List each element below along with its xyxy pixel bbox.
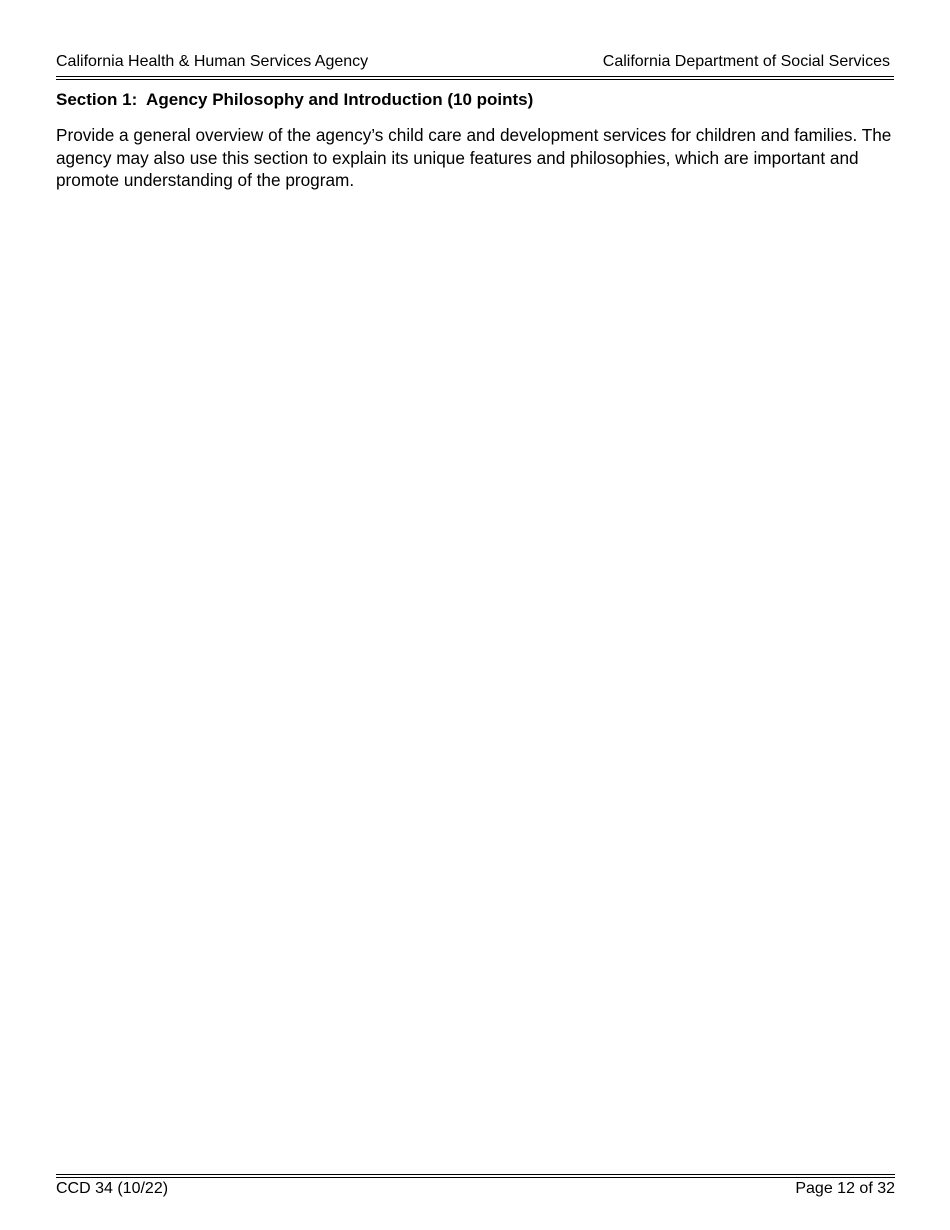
section-heading: Section 1: Agency Philosophy and Introduction (10 points): [56, 90, 534, 109]
footer-divider: [56, 1174, 895, 1175]
page-header: [56, 52, 890, 74]
section-description: Provide a general overview of the agency’s child care and development services for children and families. The agency may also use this section to explain its unique features and philosophies, which are important and promote understanding of the program.: [56, 125, 892, 190]
page-footer: [56, 1179, 895, 1201]
form-identifier: CCD 34 (10/22): [56, 1180, 169, 1197]
header-divider: [56, 76, 894, 77]
page-number: Page 12 of 32: [795, 1180, 895, 1197]
header-department: California Department of Social Services: [602, 53, 890, 70]
header-agency: California Health & Human Services Agency: [56, 53, 369, 70]
